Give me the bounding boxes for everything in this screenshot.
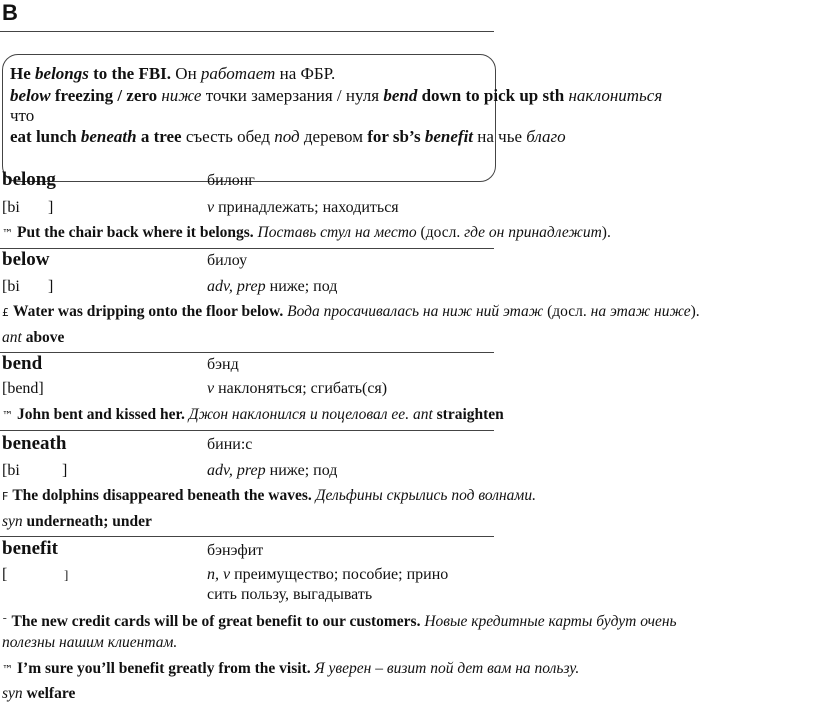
example-benefit-1: ˉ The new credit cards will be of great benefit to our customers. Новые кредитные карты будут очень: [2, 613, 677, 630]
definition-benefit: n, v преимущество; пособие; прино: [207, 566, 449, 583]
example-marker-icon: ™: [2, 227, 13, 240]
example-marker-icon: ™: [2, 409, 13, 422]
example-bend: ™ John bent and kissed her. Джон наклонился и поцеловал ее. ant straighten: [2, 406, 504, 423]
example-below: £ Water was dripping onto the floor below. Вода просачивалась на ниж ний этаж (досл. на этаж ниже).: [2, 303, 700, 320]
box-line-3: eat lunch beneath a tree съесть обед под деревом for sb’s benefit на чье благо: [10, 127, 566, 146]
entry-divider: [0, 430, 494, 431]
section-letter: B: [2, 0, 18, 25]
transcription-benefit-close: ]: [64, 567, 69, 582]
box-line-2b: что: [10, 106, 35, 125]
transcription-beneath-open: [bi: [2, 462, 20, 479]
phonetic-bend: бэнд: [207, 356, 239, 373]
transcription-benefit-open: [: [2, 566, 8, 583]
box-line-1: He belongs to the FBI. Он работает на ФБР.: [10, 64, 336, 83]
phonetic-belong: билонг: [207, 172, 255, 189]
example-marker-icon: ˉ: [2, 616, 8, 629]
example-belong: ™ Put the chair back where it belongs. Поставь стул на место (досл. где он принадлежит).: [2, 224, 611, 241]
headword-belong: belong: [2, 169, 56, 190]
definition-below: adv, prep ниже; под: [207, 278, 338, 295]
definition-bend: v наклоняться; сгибать(ся): [207, 380, 388, 397]
entry-divider: [0, 248, 494, 249]
transcription-below-open: [bi: [2, 278, 20, 295]
example-beneath: F The dolphins disappeared beneath the waves. Дельфины скрылись под волнами.: [2, 487, 536, 504]
phonetic-benefit: бэнэфит: [207, 542, 264, 559]
section-divider: [0, 31, 494, 32]
synonym-benefit: syn welfare: [2, 685, 76, 702]
headword-below: below: [2, 249, 50, 270]
transcription-belong-close: ]: [48, 199, 54, 216]
example-benefit-2: ™ I’m sure you’ll benefit greatly from the visit. Я уверен – визит пой дет вам на пользу.: [2, 660, 580, 677]
headword-benefit: benefit: [2, 538, 58, 559]
transcription-beneath-close: ]: [62, 462, 68, 479]
transcription-below-close: ]: [48, 278, 54, 295]
phonetic-beneath: бини:с: [207, 436, 253, 453]
example-marker-icon: ™: [2, 663, 13, 676]
definition-belong: v принадлежать; находиться: [207, 199, 399, 216]
example-marker-icon: £: [2, 306, 9, 319]
definition-benefit-cont: сить пользу, выгадывать: [207, 586, 373, 603]
box-line-2: below freezing / zero ниже точки замерзания / нуля bend down to pick up sth наклониться: [10, 86, 663, 105]
transcription-belong-open: [bi: [2, 199, 20, 216]
entry-divider: [0, 536, 494, 537]
headword-beneath: beneath: [2, 433, 67, 454]
entry-divider: [0, 352, 494, 353]
synonym-beneath: syn underneath; under: [2, 513, 152, 530]
phonetic-below: билоу: [207, 252, 248, 269]
example-benefit-1-cont: полезны нашим клиентам.: [2, 634, 178, 651]
headword-bend: bend: [2, 353, 43, 374]
definition-beneath: adv, prep ниже; под: [207, 462, 338, 479]
transcription-bend: [bend]: [2, 380, 44, 397]
antonym-below: ant above: [2, 329, 65, 346]
example-marker-icon: F: [2, 490, 9, 503]
